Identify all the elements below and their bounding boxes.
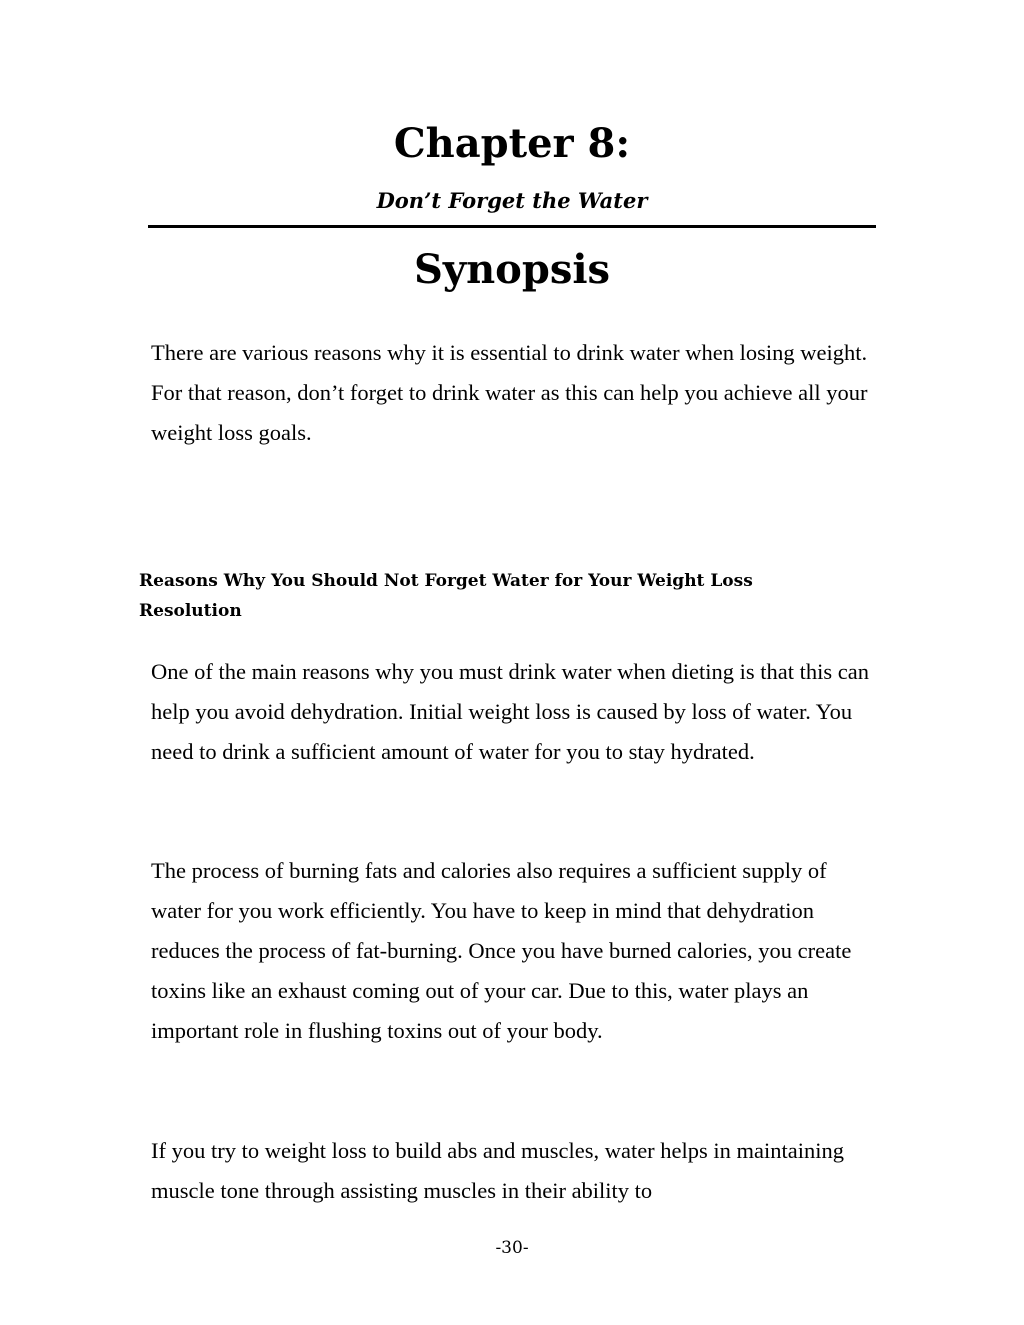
horizontal-divider	[148, 225, 876, 228]
body-paragraph-2: The process of burning fats and calories also requires a sufficient supply of water for you work efficiently. You have to keep in mind that dehydration reduces the process of fat-burning. Once you have burned calories, you create toxins like an exhaust coming out of your car. Due to this, water plays an important role in flushing toxins out of your body.	[151, 858, 852, 1043]
body-paragraph-1: One of the main reasons why you must drink water when dieting is that this can help you avoid dehydration. Initial weight loss is caused by loss of water. You need to drink a sufficient amount of water for you to stay hydrated.	[151, 659, 869, 764]
chapter-subtitle: Don’t Forget the Water	[376, 188, 648, 213]
page-number: -30-	[495, 1238, 529, 1258]
body-paragraph-3: If you try to weight loss to build abs and muscles, water helps in maintaining muscle tone through assisting muscles in their ability to	[151, 1138, 845, 1203]
chapter-title: Chapter 8:	[393, 120, 631, 167]
synopsis-title: Synopsis	[413, 246, 611, 293]
section-heading: Reasons Why You Should Not Forget Water for Your Weight Loss Resolution	[139, 571, 753, 621]
synopsis-paragraph: There are various reasons why it is essential to drink water when losing weight. For that reason, don’t forget to drink water as this can help you achieve all your weight loss goals.	[151, 340, 868, 445]
